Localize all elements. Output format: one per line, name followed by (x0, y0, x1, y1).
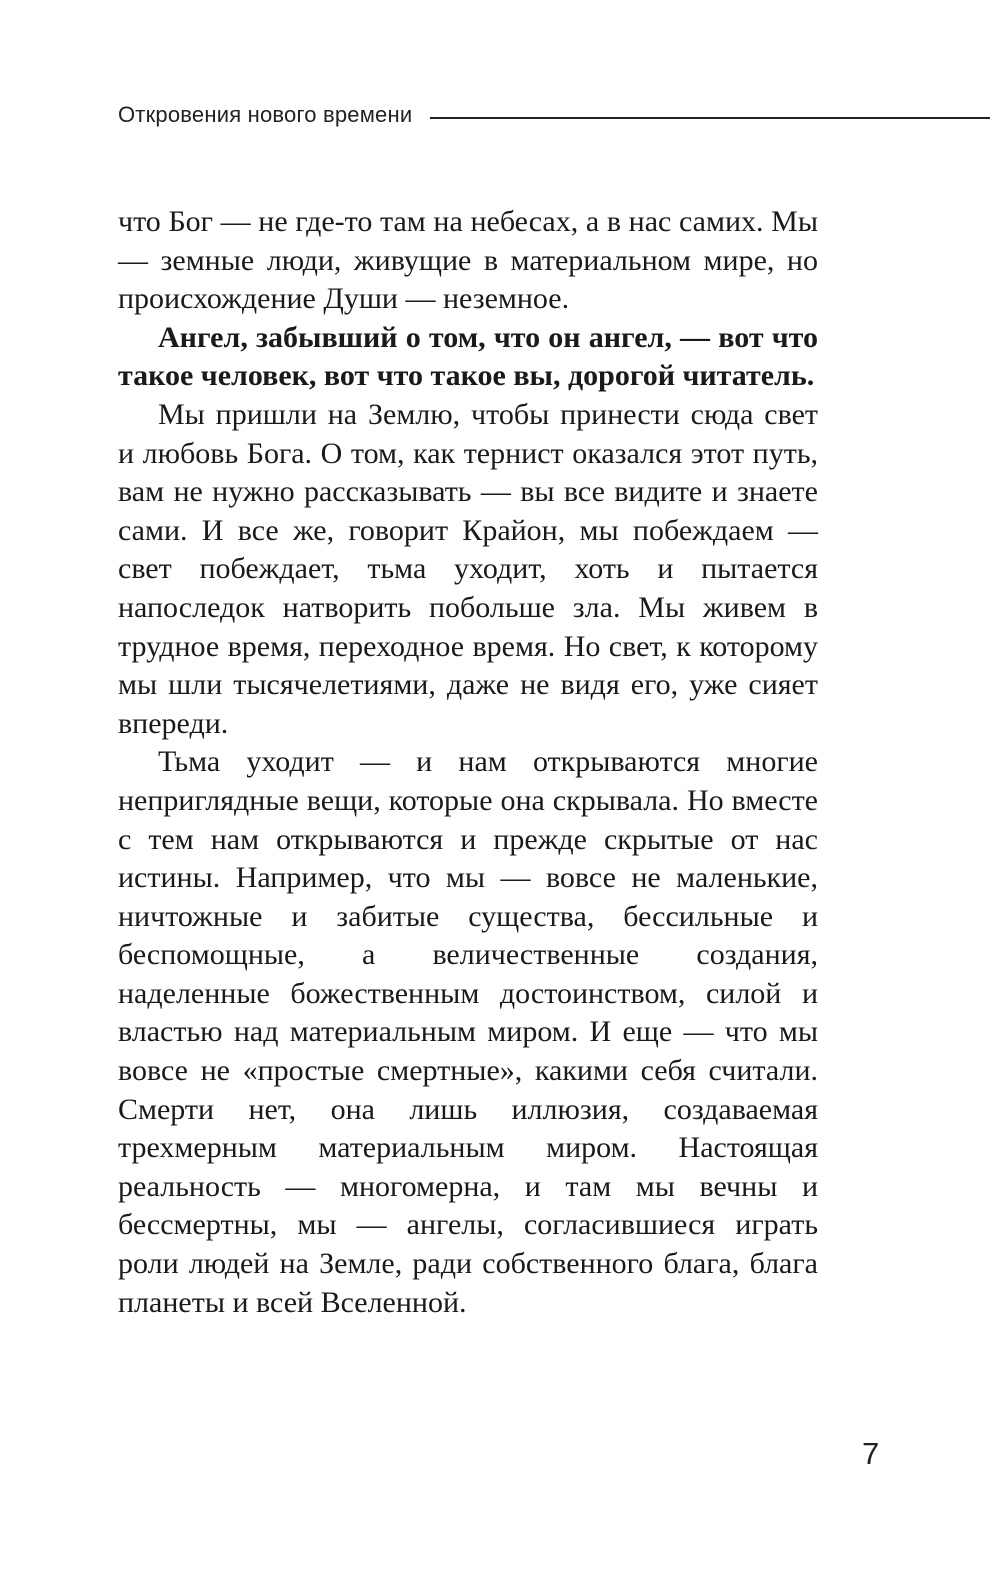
running-header (118, 100, 990, 130)
page-number: 7 (862, 1436, 880, 1471)
page-body (118, 203, 818, 1322)
paragraph: Тьма уходит — и нам открываются многие неприглядные вещи, которые она скрывала. Но вместе с тем нам открываются и прежде скрытые от нас истины. Например, что мы — вовсе не маленькие, ничтожные и забитые существа, бессильные и беспомощные, а величественные создания, наделенные божественным достоинством, силой и властью над материальным миром. И еще — что мы вовсе не «простые смертные», какими себя считали. Смерти нет, она лишь иллюзия, создаваемая трехмерным материальным миром. Настоящая реальность — многомерна, и там мы вечны и бессмертны, мы — ангелы, согласившиеся играть роли людей на Земле, ради собственного блага, блага планеты и всей Вселенной. (118, 745, 818, 1319)
paragraph-bold-statement: Ангел, забывший о том, что он ангел, — вот что такое человек, вот что такое вы, дорогой читатель. (118, 320, 818, 393)
running-title: Откровения нового времени (118, 102, 413, 127)
paragraph-continuation: что Бог — не где-то там на небесах, а в нас самих. Мы — земные люди, живущие в материальном мире, но происхождение Души — неземное. (118, 205, 818, 316)
header-rule (430, 117, 990, 119)
paragraph: Мы пришли на Землю, чтобы принести сюда свет и любовь Бога. О том, как тернист оказался этот путь, вам не нужно рассказывать — вы все видите и знаете сами. И все же, говорит Крайон, мы побеждаем — свет побеждает, тьма уходит, хоть и пытается напоследок натворить побольше зла. Мы живем в трудное время, переходное время. Но свет, к которому мы шли тысячелетиями, даже не видя его, уже сияет впереди. (118, 397, 818, 740)
